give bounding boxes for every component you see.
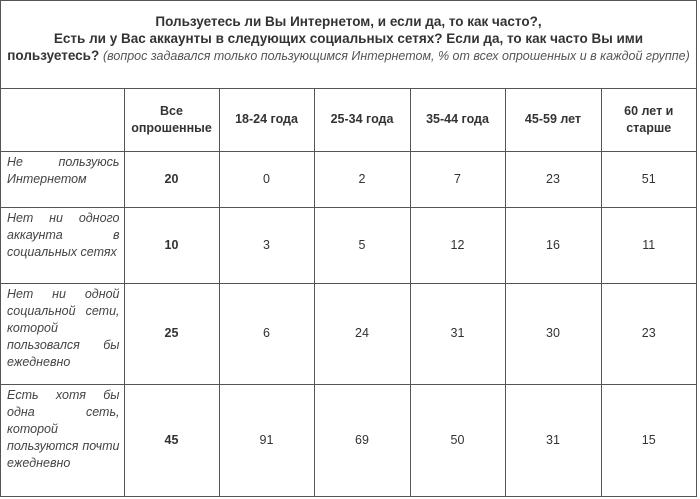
header-45-59: 45-59 лет [505,89,601,151]
table-row [1,151,696,207]
header-all: Все опрошенные [124,89,219,151]
cell-35-44: 50 [410,384,505,496]
table-header-row [1,89,696,151]
row-label: Нет ни одного аккаунта в социальных сетях [1,207,124,283]
table-row [1,384,696,496]
header-25-34: 25-34 года [314,89,410,151]
cell-45-59: 16 [505,207,601,283]
title-line-3 [5,47,692,65]
cell-45-59: 23 [505,151,601,207]
cell-25-34: 69 [314,384,410,496]
table-title [1,1,696,89]
cell-all: 25 [124,283,219,384]
header-60-plus: 60 лет и старше [601,89,696,151]
cell-60-plus: 11 [601,207,696,283]
cell-45-59: 30 [505,283,601,384]
row-label: Нет ни одной социальной сети, которой пользовался бы ежедневно [1,283,124,384]
cell-25-34: 2 [314,151,410,207]
title-line-2: Есть ли у Вас аккаунты в следующих социальных сетях? Если да, то как часто Вы ими [53,31,644,46]
cell-60-plus: 15 [601,384,696,496]
row-label: Не пользуюсь Интернетом [1,151,124,207]
header-empty [1,89,124,151]
title-question-end: пользуетесь? [7,48,100,63]
table-row [1,207,696,283]
header-18-24: 18-24 года [219,89,314,151]
cell-35-44: 31 [410,283,505,384]
cell-35-44: 12 [410,207,505,283]
cell-18-24: 91 [219,384,314,496]
cell-60-plus: 51 [601,151,696,207]
cell-18-24: 6 [219,283,314,384]
cell-all: 10 [124,207,219,283]
cell-all: 45 [124,384,219,496]
title-line-1: Пользуетесь ли Вы Интернетом, и если да, то как часто?, [155,14,542,29]
cell-25-34: 5 [314,207,410,283]
cell-18-24: 0 [219,151,314,207]
cell-25-34: 24 [314,283,410,384]
header-35-44: 35-44 года [410,89,505,151]
survey-table [1,89,696,496]
cell-45-59: 31 [505,384,601,496]
cell-all: 20 [124,151,219,207]
table-row [1,283,696,384]
cell-35-44: 7 [410,151,505,207]
cell-60-plus: 23 [601,283,696,384]
cell-18-24: 3 [219,207,314,283]
title-note: (вопрос задавался только пользующимся Интернетом, % от всех опрошенных и в каждой группе) [102,49,690,63]
row-label: Есть хотя бы одна сеть, которой пользуются почти ежедневно [1,384,124,496]
